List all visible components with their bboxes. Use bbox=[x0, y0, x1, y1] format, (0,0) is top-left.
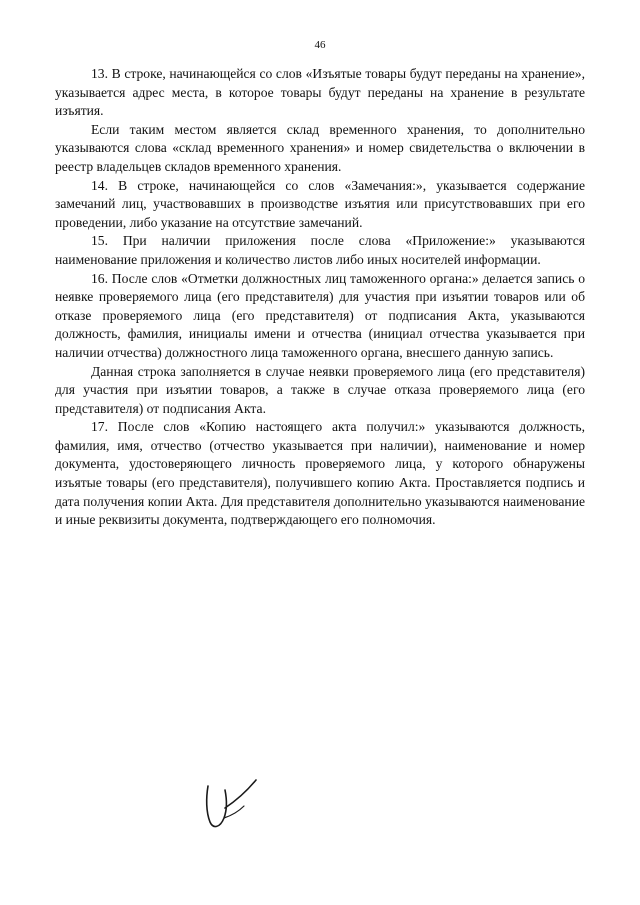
paragraph-13-continued: Если таким местом является склад временного хранения, то дополнительно указываются слова «склад временного хранения» и номер свидетельства о включении в реестр владельцев складов временного хранения. bbox=[55, 121, 585, 174]
paragraph-16-continued: Данная строка заполняется в случае неявки проверяемого лица (его представителя) для участия при изъятии товаров, а также в случае отказа проверяемого лица (его представителя) от подписания Акта. bbox=[55, 363, 585, 416]
paragraph-16: 16. После слов «Отметки должностных лиц таможенного органа:» делается запись о неявке проверяемого лица (его представителя) для участия при изъятии товаров или об отказе проверяемого лица (его представителя) от подписания Акта, указываются должность, фамилия, инициалы имени и отчества (инициал отчества указывается при наличии отчества) должностного лица таможенного органа, внесшего данную запись. bbox=[55, 270, 585, 360]
document-body bbox=[55, 65, 585, 530]
handwritten-signature-icon bbox=[200, 772, 262, 832]
paragraph-17: 17. После слов «Копию настоящего акта получил:» указываются должность, фамилия, имя, отчество (отчество указывается при наличии), наименование и номер документа, удостоверяющего личность проверяемого лица, у которого обнаружены изъятые товары (его представителя), получившего копию Акта. Проставляется подпись и дата получения копии Акта. Для представителя дополнительно указываются наименование и иные реквизиты документа, подтверждающего его полномочия. bbox=[55, 419, 585, 528]
paragraph-13: 13. В строке, начинающейся со слов «Изъятые товары будут переданы на хранение», указывается адрес места, в которое товары будут переданы на хранение в результате изъятия. bbox=[55, 66, 585, 119]
paragraph-14: 14. В строке, начинающейся со слов «Замечания:», указывается содержание замечаний лиц, участвовавших в производстве изъятия или присутствовавших при его проведении, либо указание на отсутствие замечаний. bbox=[55, 177, 585, 230]
paragraph-15: 15. При наличии приложения после слова «Приложение:» указываются наименование приложения и количество листов либо иных носителей информации. bbox=[55, 233, 585, 267]
page-number: 46 bbox=[314, 39, 326, 51]
